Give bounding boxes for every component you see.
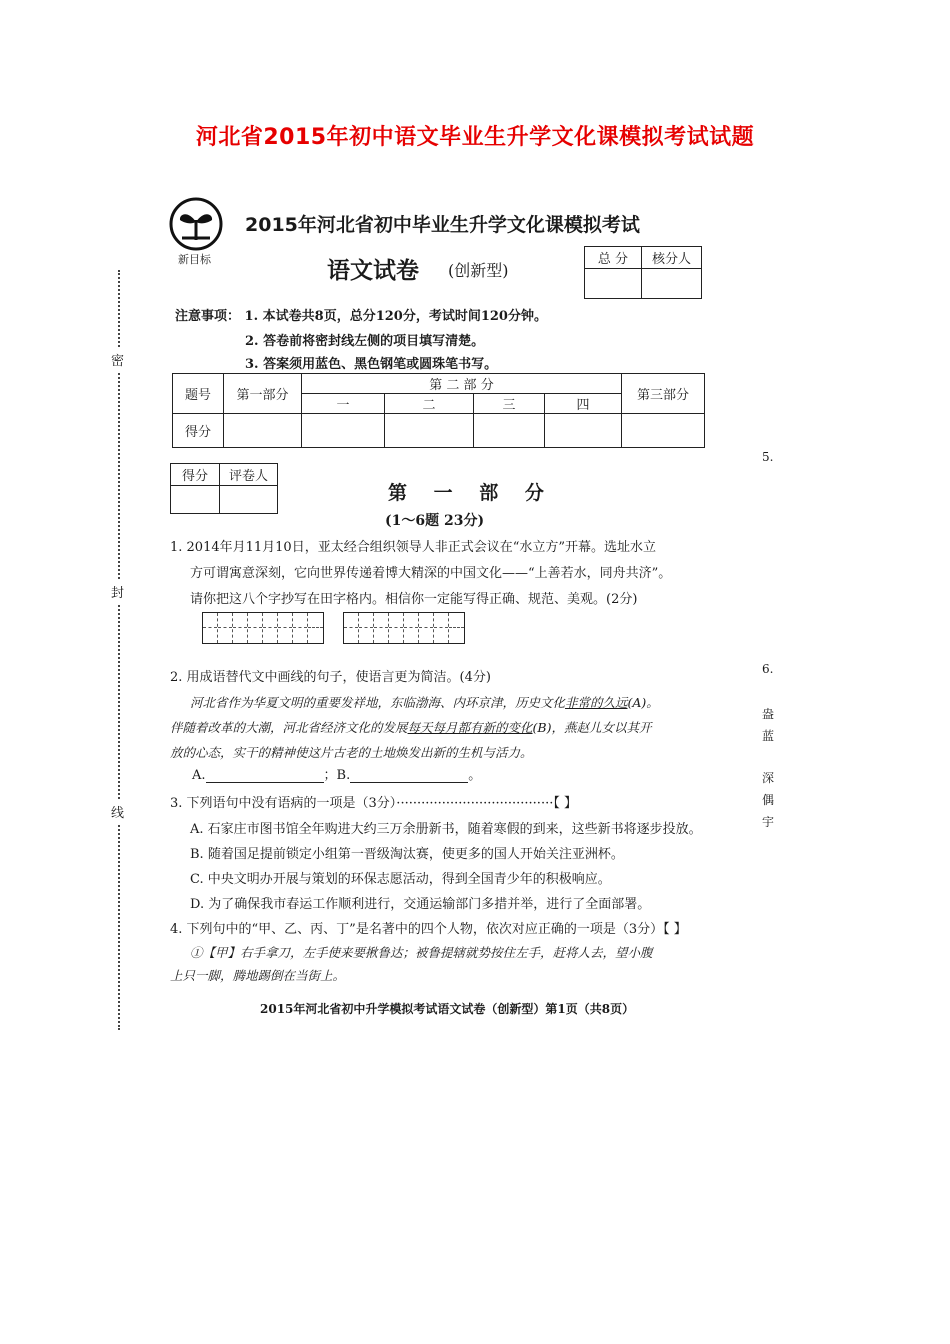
notice-item-3: 3. 答案须用蓝色、黑色钢笔或圆珠笔书写。 <box>245 357 498 372</box>
part-one-title: 第 一 部 分 <box>388 482 554 504</box>
seal-char-mi: 密 <box>111 348 124 371</box>
grader-box <box>170 463 278 514</box>
q2-answer-b-blank[interactable] <box>350 770 468 783</box>
grader-score-cell[interactable] <box>171 486 220 514</box>
seal-char-feng: 封 <box>111 580 124 603</box>
edge-fragment: 蓝 <box>762 729 775 743</box>
q2-passage-line-1 <box>190 693 659 711</box>
edge-fragment: 盎 <box>762 707 775 721</box>
q2-passage-line-3: 放的心态，实干的精神使这片古老的土地焕发出新的生机与活力。 <box>170 745 533 760</box>
q2-answer-a-label: A. <box>192 768 206 783</box>
q3-option-c[interactable]: C. 中央文明办开展与策划的环保志愿活动，得到全国青少年的积极响应。 <box>190 872 611 887</box>
col-sub-3: 三 <box>474 394 545 414</box>
notice-item-1: 1. 本试卷共8页，总分120分，考试时间120分钟。 <box>244 309 547 324</box>
exam-title: 2015年河北省初中毕业生升学文化课模拟考试 <box>245 214 640 236</box>
edge-fragment: 偶 <box>762 793 775 807</box>
q2-answer-line <box>192 764 481 783</box>
q2-passage-line-2 <box>170 718 651 736</box>
notice-item-2: 2. 答卷前将密封线左侧的项目填写清楚。 <box>245 334 485 349</box>
q4-stem: 4. 下列句中的“甲、乙、丙、丁”是名著中的四个人物，依次对应正确的一项是（3分）【 】 <box>170 922 687 937</box>
paper-title: 语文试卷 <box>327 257 419 284</box>
score-cell[interactable] <box>622 414 705 448</box>
col-part1: 第一部分 <box>224 374 302 414</box>
row-label-score: 得分 <box>173 414 224 448</box>
edge-fragment: 深 <box>762 771 775 785</box>
q2-answer-a-blank[interactable] <box>206 770 324 783</box>
q2-text: (B)，燕赵儿女以其开 <box>532 720 652 735</box>
q4-passage-line-2: 上只一脚，腾地踢倒在当街上。 <box>170 968 346 983</box>
grader-name-cell[interactable] <box>220 486 278 514</box>
q1-line: 请你把这八个字抄写在田字格内。相信你一定能写得正确、规范、美观。(2分) <box>190 592 638 607</box>
score-cell[interactable] <box>545 414 622 448</box>
q2-underline-a: 非常的久远 <box>565 695 628 710</box>
score-cell[interactable] <box>224 414 302 448</box>
score-cell[interactable] <box>385 414 474 448</box>
q3-stem: 3. 下列语句中没有语病的一项是（3分）······································【 】 <box>170 796 577 811</box>
q3-option-b[interactable]: B. 随着国足提前锁定小组第一晋级淘汰赛，使更多的国人开始关注亚洲杯。 <box>190 847 624 862</box>
score-cell[interactable] <box>474 414 545 448</box>
notice-label: 注意事项： <box>175 309 241 324</box>
grader-score-label: 得分 <box>171 464 220 486</box>
row-label-number: 题号 <box>173 374 224 414</box>
page-footer: 2015年河北省初中升学模拟考试语文试卷（创新型）第1页（共8页） <box>260 1002 635 1016</box>
col-part3: 第三部分 <box>622 374 705 414</box>
q2-underline-b: 每天每月都有新的变化 <box>407 720 533 735</box>
col-sub-1: 一 <box>302 394 385 414</box>
edge-fragment: 5. <box>762 450 774 464</box>
total-score-box <box>584 246 702 299</box>
notice-line-1 <box>175 305 547 324</box>
q2-stem: 2. 用成语替代文中画线的句子，使语言更为简洁。(4分) <box>170 670 491 685</box>
q2-answer-end: 。 <box>468 768 482 783</box>
edge-fragment: 6. <box>762 662 774 676</box>
score-table <box>172 373 705 448</box>
part-one-subtitle: (1～6题 23分) <box>385 513 485 529</box>
grader-label: 评卷人 <box>220 464 278 486</box>
total-score-label: 总 分 <box>585 247 642 269</box>
checker-cell[interactable] <box>642 269 702 299</box>
seal-line <box>118 270 120 1030</box>
q2-answer-b-label: ；B. <box>323 768 351 783</box>
tianzi-grid-1[interactable] <box>202 612 324 644</box>
q3-option-d[interactable]: D. 为了确保我市春运工作顺利进行，交通运输部门多措并举，进行了全面部署。 <box>190 897 651 912</box>
q1-line: 方可谓寓意深刻，它向世界传递着博大精深的中国文化——“上善若水，同舟共济”。 <box>190 566 672 581</box>
logo-label: 新目标 <box>178 253 211 266</box>
total-score-cell[interactable] <box>585 269 642 299</box>
seal-char-xian: 线 <box>111 800 124 823</box>
paper-subtitle: (创新型) <box>448 261 509 280</box>
q2-text: (A)。 <box>627 695 659 710</box>
col-part2: 第 二 部 分 <box>302 374 622 394</box>
tianzi-grid-2[interactable] <box>343 612 465 644</box>
q2-text: 伴随着改革的大潮，河北省经济文化的发展 <box>170 720 408 735</box>
checker-label: 核分人 <box>642 247 702 269</box>
col-sub-4: 四 <box>545 394 622 414</box>
q4-passage-line-1: ①【甲】右手拿刀，左手使来要揪鲁达；被鲁提辖就势按住左手，赶将人去，望小腹 <box>190 945 653 960</box>
logo-icon <box>168 196 224 252</box>
col-sub-2: 二 <box>385 394 474 414</box>
q2-text: 河北省作为华夏文明的重要发祥地，东临渤海、内环京津，历史文化 <box>190 695 566 710</box>
q3-option-a[interactable]: A. 石家庄市图书馆全年购进大约三万余册新书，随着寒假的到来，这些新书将逐步投放。 <box>190 822 702 837</box>
score-cell[interactable] <box>302 414 385 448</box>
edge-fragment: 宇 <box>762 815 775 829</box>
document-title: 河北省2015年初中语文毕业生升学文化课模拟考试试题 <box>195 125 755 150</box>
q1-line: 1. 2014年月11月10日，亚太经合组织领导人非正式会议在“水立方”开幕。选址水立 <box>170 540 656 555</box>
